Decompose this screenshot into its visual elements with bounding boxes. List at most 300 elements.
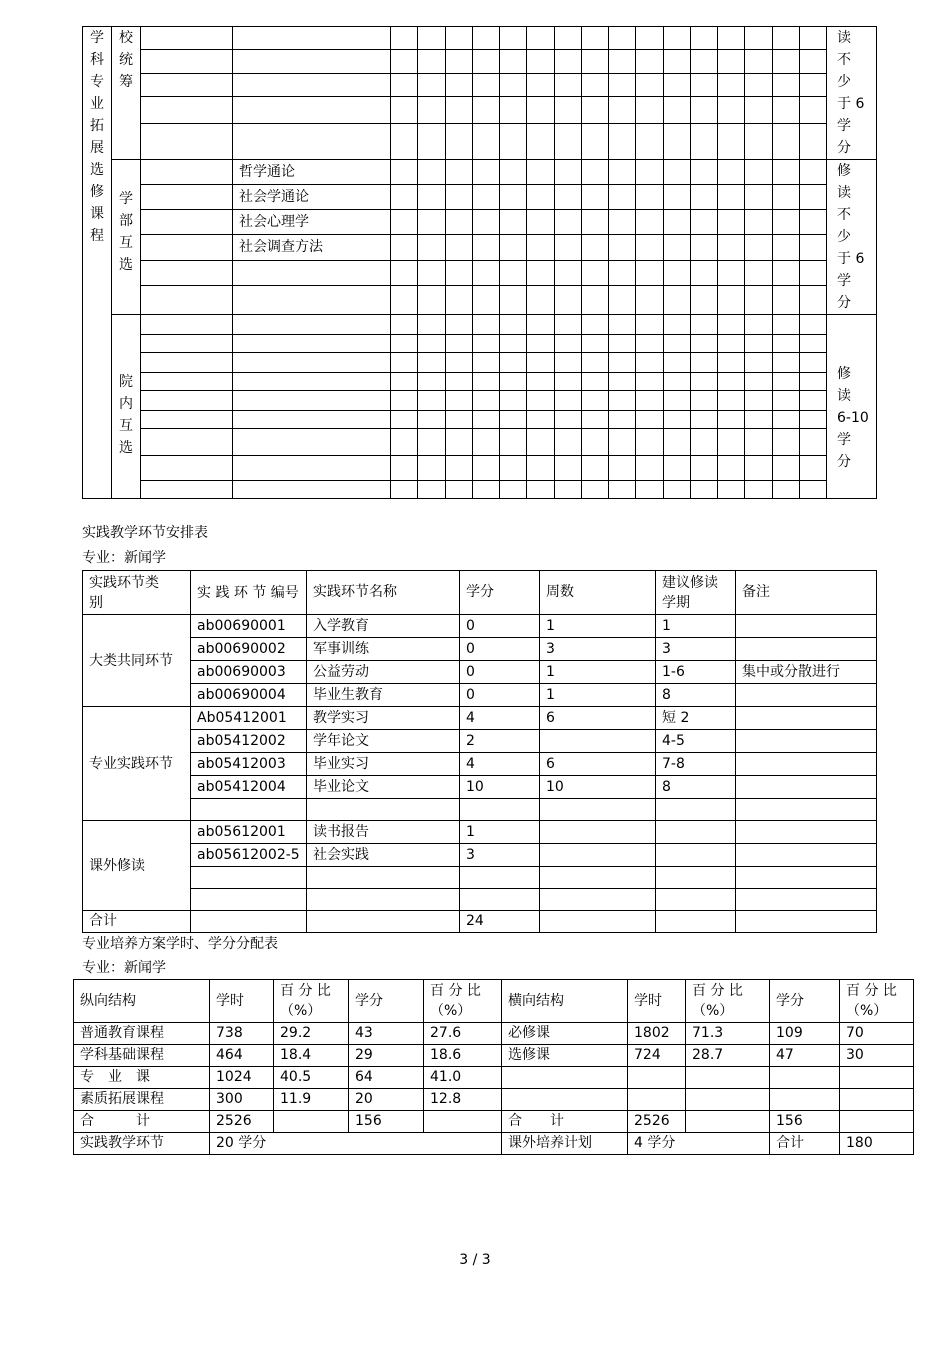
grid-cell: [663, 160, 690, 185]
code-cell: [141, 27, 233, 50]
grid-cell: [581, 50, 608, 73]
grid-cell: [718, 27, 745, 50]
practice-remark: 集中或分散进行: [736, 661, 877, 684]
code-cell: [141, 481, 233, 499]
grid-cell: [418, 210, 445, 235]
practice-credit: [460, 867, 540, 889]
grid-cell: [391, 335, 418, 353]
grid-cell: [690, 391, 717, 411]
group-label-char: 科: [90, 52, 104, 68]
code-cell: [141, 73, 233, 96]
practice-row: [83, 684, 877, 707]
grid-cell: [472, 456, 499, 481]
grid-cell: [636, 123, 663, 159]
grid-cell: [581, 429, 608, 456]
grid-cell: [745, 429, 772, 456]
grid-cell: [690, 97, 717, 124]
grid-cell: [472, 50, 499, 73]
grid-cell: [554, 456, 581, 481]
group-label-char: 修: [90, 184, 104, 200]
section-note-line: 分: [837, 140, 851, 156]
grid-cell: [636, 160, 663, 185]
grid-cell: [418, 373, 445, 391]
grid-cell: [663, 73, 690, 96]
grid-cell: [581, 315, 608, 335]
elective-row: [83, 27, 877, 50]
grid-cell: [799, 481, 826, 499]
allocation-cell-hz: [502, 1067, 628, 1089]
grid-cell: [472, 97, 499, 124]
elective-row: [83, 50, 877, 73]
practice-term: [656, 844, 736, 867]
grid-cell: [581, 335, 608, 353]
grid-cell: [500, 456, 527, 481]
grid-cell: [418, 185, 445, 210]
grid-cell: [772, 50, 799, 73]
practice-remark: [736, 730, 877, 753]
grid-cell: [554, 160, 581, 185]
grid-cell: [663, 260, 690, 285]
practice-term: [656, 799, 736, 821]
grid-cell: [445, 481, 472, 499]
practice-weeks: 1: [540, 615, 656, 638]
practice-major-label: 专业：新闻学: [82, 550, 166, 566]
course-name-cell: [233, 411, 391, 429]
grid-cell: [554, 429, 581, 456]
grid-cell: [445, 73, 472, 96]
allocation-cell-p4: 70: [840, 1023, 914, 1045]
grid-cell: [391, 285, 418, 314]
grid-cell: [690, 411, 717, 429]
grid-cell: [745, 391, 772, 411]
header-vertical: 纵向结构: [74, 980, 210, 1023]
code-cell: [141, 315, 233, 335]
header-credit: 学分: [349, 980, 424, 1023]
practice-credit-value: 20 学分: [210, 1133, 502, 1155]
grid-cell: [500, 481, 527, 499]
grid-cell: [636, 27, 663, 50]
grid-cell: [772, 353, 799, 373]
grid-cell: [581, 27, 608, 50]
course-name-cell: [233, 456, 391, 481]
grid-cell: [472, 160, 499, 185]
grid-cell: [418, 353, 445, 373]
section-label-char: 选: [119, 440, 133, 456]
grid-cell: [799, 185, 826, 210]
grid-cell: [391, 160, 418, 185]
group-label: [83, 27, 112, 499]
section-label: [112, 27, 141, 160]
grid-cell: [391, 315, 418, 335]
group-label-char: 拓: [90, 118, 104, 134]
grid-cell: [718, 335, 745, 353]
section-note-line: 少: [837, 229, 851, 245]
elective-row: [83, 456, 877, 481]
grid-cell: [472, 353, 499, 373]
grid-cell: [690, 27, 717, 50]
practice-name: 教学实习: [307, 707, 460, 730]
grid-cell: [527, 481, 554, 499]
grid-cell: [609, 27, 636, 50]
grid-cell: [772, 260, 799, 285]
allocation-row: [74, 1089, 914, 1111]
grid-cell: [500, 335, 527, 353]
allocation-table-title: 专业培养方案学时、学分分配表: [82, 936, 278, 952]
grid-cell: [418, 97, 445, 124]
grid-cell: [663, 429, 690, 456]
practice-row: [83, 730, 877, 753]
practice-remark: [736, 707, 877, 730]
grid-cell: [745, 456, 772, 481]
grid-cell: [718, 260, 745, 285]
header-hours-2: 学时: [628, 980, 686, 1023]
allocation-row: [74, 1111, 914, 1133]
grid-cell: [445, 285, 472, 314]
header-credit-2: 学分: [770, 980, 840, 1023]
practice-name: 毕业论文: [307, 776, 460, 799]
grid-cell: [718, 315, 745, 335]
code-cell: [141, 97, 233, 124]
practice-code: ab05612002-5: [191, 844, 307, 867]
header-category: 实践环节类 别: [83, 571, 191, 615]
practice-term: 3: [656, 638, 736, 661]
elective-row: [83, 335, 877, 353]
grid-cell: [527, 335, 554, 353]
grid-cell: [527, 73, 554, 96]
grid-cell: [718, 481, 745, 499]
grid-cell: [554, 97, 581, 124]
grid-cell: [391, 391, 418, 411]
grid-cell: [527, 210, 554, 235]
grid-cell: [445, 123, 472, 159]
grid-cell: [718, 97, 745, 124]
practice-term: [656, 867, 736, 889]
allocation-cell-hz: 合 计: [502, 1111, 628, 1133]
practice-row: [83, 889, 877, 911]
grid-cell: [609, 373, 636, 391]
grid-cell: [663, 353, 690, 373]
section-note-line: 分: [837, 295, 851, 311]
grid-cell: [745, 160, 772, 185]
section-note-line: 读: [837, 388, 851, 404]
grid-cell: [745, 285, 772, 314]
allocation-cell-p3: [686, 1089, 770, 1111]
empty-cell: [540, 911, 656, 933]
practice-credit: 0: [460, 638, 540, 661]
grid-cell: [554, 123, 581, 159]
grid-cell: [690, 210, 717, 235]
grid-cell: [500, 210, 527, 235]
grid-cell: [418, 285, 445, 314]
elective-row: [83, 373, 877, 391]
grand-total-value: 180: [840, 1133, 914, 1155]
practice-remark: [736, 867, 877, 889]
grid-cell: [772, 481, 799, 499]
section-note-line: 读: [837, 30, 851, 46]
grid-cell: [581, 391, 608, 411]
grid-cell: [799, 160, 826, 185]
code-cell: [141, 185, 233, 210]
section-label: [112, 160, 141, 315]
grid-cell: [445, 315, 472, 335]
section-note-line: 修: [837, 163, 851, 179]
grid-cell: [554, 73, 581, 96]
practice-arrangement-table: [82, 570, 877, 933]
grid-cell: [418, 235, 445, 260]
practice-weeks: [540, 889, 656, 911]
grid-cell: [609, 160, 636, 185]
grid-cell: [745, 123, 772, 159]
grid-cell: [718, 235, 745, 260]
grid-cell: [554, 235, 581, 260]
grid-cell: [745, 315, 772, 335]
grid-cell: [527, 315, 554, 335]
course-name-cell: 社会心理学: [233, 210, 391, 235]
practice-remark: [736, 776, 877, 799]
section-note-line: 学: [837, 273, 851, 289]
allocation-cell-hz: 选修课: [502, 1045, 628, 1067]
practice-term: 8: [656, 776, 736, 799]
code-cell: [141, 235, 233, 260]
grid-cell: [609, 456, 636, 481]
section-note-line: 读: [837, 185, 851, 201]
grid-cell: [609, 411, 636, 429]
practice-credit: 4: [460, 707, 540, 730]
grid-cell: [391, 456, 418, 481]
header-name: 实践环节名称: [307, 571, 460, 615]
grid-cell: [609, 50, 636, 73]
grid-cell: [527, 353, 554, 373]
course-name-cell: 社会学通论: [233, 185, 391, 210]
empty-cell: [191, 911, 307, 933]
grid-cell: [581, 260, 608, 285]
section-label-char: 筹: [119, 74, 133, 90]
allocation-row: [74, 1045, 914, 1067]
grid-cell: [554, 481, 581, 499]
grid-cell: [581, 373, 608, 391]
grid-cell: [445, 210, 472, 235]
practice-term: [656, 889, 736, 911]
empty-cell: [736, 911, 877, 933]
grid-cell: [609, 185, 636, 210]
grid-cell: [527, 373, 554, 391]
grid-cell: [445, 456, 472, 481]
practice-remark: [736, 615, 877, 638]
grid-cell: [609, 335, 636, 353]
grid-cell: [663, 411, 690, 429]
header-weeks: 周数: [540, 571, 656, 615]
grid-cell: [391, 353, 418, 373]
allocation-cell-c: 64: [349, 1067, 424, 1089]
code-cell: [141, 50, 233, 73]
practice-row: [83, 799, 877, 821]
grid-cell: [718, 210, 745, 235]
course-name-cell: [233, 391, 391, 411]
allocation-cell-p3: 28.7: [686, 1045, 770, 1067]
grid-cell: [500, 123, 527, 159]
allocation-cell-p: 18.4: [274, 1045, 349, 1067]
grid-cell: [527, 456, 554, 481]
grid-cell: [745, 373, 772, 391]
grid-cell: [799, 235, 826, 260]
practice-weeks: 6: [540, 707, 656, 730]
grid-cell: [636, 335, 663, 353]
course-name-cell: [233, 50, 391, 73]
elective-row: [83, 160, 877, 185]
grid-cell: [636, 353, 663, 373]
grid-cell: [663, 27, 690, 50]
grid-cell: [418, 50, 445, 73]
grid-cell: [554, 411, 581, 429]
elective-row: [83, 73, 877, 96]
section-label-char: 部: [119, 213, 133, 229]
allocation-cell-p4: [840, 1067, 914, 1089]
allocation-cell-c: 29: [349, 1045, 424, 1067]
grid-cell: [636, 235, 663, 260]
allocation-cell-p3: [686, 1111, 770, 1133]
grid-cell: [500, 315, 527, 335]
grid-cell: [581, 481, 608, 499]
practice-table-title: 实践教学环节安排表: [82, 525, 208, 541]
grid-cell: [445, 335, 472, 353]
practice-row: [83, 753, 877, 776]
grid-cell: [772, 73, 799, 96]
practice-term: 1: [656, 615, 736, 638]
grid-cell: [663, 481, 690, 499]
grid-cell: [581, 285, 608, 314]
grid-cell: [472, 210, 499, 235]
practice-name: 读书报告: [307, 821, 460, 844]
grid-cell: [445, 411, 472, 429]
allocation-row: [74, 1023, 914, 1045]
practice-weeks: 1: [540, 684, 656, 707]
grid-cell: [690, 456, 717, 481]
practice-code: [191, 799, 307, 821]
grid-cell: [500, 411, 527, 429]
grid-cell: [391, 260, 418, 285]
grid-cell: [609, 429, 636, 456]
course-name-cell: 哲学通论: [233, 160, 391, 185]
grid-cell: [527, 429, 554, 456]
practice-category: 大类共同环节: [83, 615, 191, 707]
allocation-cell-h2: [628, 1089, 686, 1111]
practice-row: [83, 707, 877, 730]
grid-cell: [718, 353, 745, 373]
practice-credit: 0: [460, 661, 540, 684]
allocation-cell-c2: 156: [770, 1111, 840, 1133]
grid-cell: [609, 353, 636, 373]
practice-name: 入学教育: [307, 615, 460, 638]
section-note-line: 学: [837, 432, 851, 448]
allocation-cell-hz: 必修课: [502, 1023, 628, 1045]
section-label-char: 校: [119, 30, 133, 46]
practice-name: 军事训练: [307, 638, 460, 661]
code-cell: [141, 456, 233, 481]
practice-code: ab05412003: [191, 753, 307, 776]
section-note-line: 于 6: [837, 96, 865, 112]
code-cell: [141, 335, 233, 353]
elective-row: [83, 391, 877, 411]
grid-cell: [581, 210, 608, 235]
practice-remark: [736, 821, 877, 844]
grid-cell: [772, 285, 799, 314]
grid-cell: [418, 315, 445, 335]
section-note-line: 于 6: [837, 251, 865, 267]
grid-cell: [418, 411, 445, 429]
grid-cell: [745, 50, 772, 73]
practice-credit-label: 实践教学环节: [74, 1133, 210, 1155]
grid-cell: [418, 391, 445, 411]
grand-total-label: 合计: [770, 1133, 840, 1155]
grid-cell: [745, 97, 772, 124]
grid-cell: [445, 97, 472, 124]
practice-row: [83, 615, 877, 638]
grid-cell: [554, 373, 581, 391]
grid-cell: [690, 185, 717, 210]
empty-cell: [656, 911, 736, 933]
header-remark: 备注: [736, 571, 877, 615]
code-cell: [141, 210, 233, 235]
group-label-char: 专: [90, 74, 104, 90]
grid-cell: [772, 160, 799, 185]
group-label-char: 学: [90, 30, 104, 46]
grid-cell: [527, 50, 554, 73]
elective-row: [83, 235, 877, 260]
group-label-char: 展: [90, 140, 104, 156]
practice-name: 毕业生教育: [307, 684, 460, 707]
course-name-cell: [233, 123, 391, 159]
grid-cell: [391, 50, 418, 73]
grid-cell: [527, 123, 554, 159]
grid-cell: [609, 481, 636, 499]
grid-cell: [581, 97, 608, 124]
extra-plan-label: 课外培养计划: [502, 1133, 628, 1155]
grid-cell: [636, 210, 663, 235]
grid-cell: [500, 27, 527, 50]
grid-cell: [799, 315, 826, 335]
allocation-footer-row: [74, 1133, 914, 1155]
grid-cell: [772, 456, 799, 481]
practice-remark: [736, 889, 877, 911]
grid-cell: [391, 373, 418, 391]
elective-row: [83, 481, 877, 499]
grid-cell: [718, 391, 745, 411]
grid-cell: [609, 97, 636, 124]
grid-cell: [636, 373, 663, 391]
section-label-char: 内: [119, 396, 133, 412]
grid-cell: [554, 315, 581, 335]
course-name-cell: [233, 260, 391, 285]
grid-cell: [718, 429, 745, 456]
practice-name: 毕业实习: [307, 753, 460, 776]
grid-cell: [636, 185, 663, 210]
grid-cell: [745, 73, 772, 96]
practice-credit: 0: [460, 615, 540, 638]
grid-cell: [663, 335, 690, 353]
code-cell: [141, 429, 233, 456]
practice-credit: 4: [460, 753, 540, 776]
practice-credit: [460, 889, 540, 911]
grid-cell: [609, 73, 636, 96]
grid-cell: [527, 185, 554, 210]
practice-term: [656, 821, 736, 844]
allocation-cell-h: 2526: [210, 1111, 274, 1133]
grid-cell: [445, 160, 472, 185]
grid-cell: [445, 50, 472, 73]
grid-cell: [663, 50, 690, 73]
grid-cell: [636, 391, 663, 411]
grid-cell: [636, 285, 663, 314]
